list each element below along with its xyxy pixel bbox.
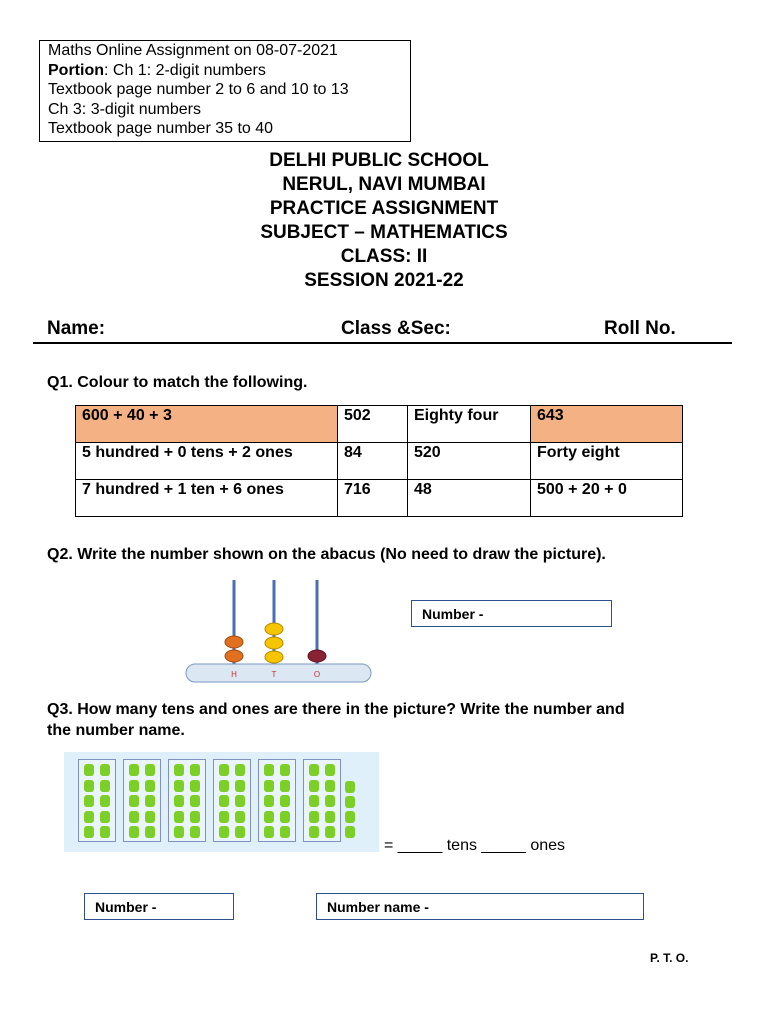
ten-block-cube bbox=[325, 826, 335, 838]
ten-block-cube bbox=[145, 780, 155, 792]
abacus-base bbox=[186, 664, 371, 682]
ten-block-cube bbox=[84, 795, 94, 807]
q2-number-answer-box[interactable] bbox=[411, 600, 612, 627]
q3-prompt-line2: the number name. bbox=[47, 722, 185, 739]
ten-block-cube bbox=[280, 811, 290, 823]
portion-text: : Ch 1: 2-digit numbers bbox=[104, 61, 266, 79]
one-cube bbox=[345, 781, 355, 793]
portion-label: Portion bbox=[48, 61, 104, 79]
ten-block-cube bbox=[129, 826, 139, 838]
table-cell[interactable]: 48 bbox=[408, 480, 531, 517]
q1-match-table bbox=[75, 405, 683, 517]
ten-block-cube bbox=[145, 811, 155, 823]
ten-block-cube bbox=[219, 811, 229, 823]
ten-block-cube bbox=[129, 764, 139, 776]
ten-block-cube bbox=[129, 780, 139, 792]
table-cell[interactable]: 5 hundred + 0 tens + 2 ones bbox=[76, 443, 338, 480]
ten-block-cube bbox=[100, 780, 110, 792]
ten-block-cube bbox=[100, 795, 110, 807]
one-cube bbox=[345, 826, 355, 838]
table-cell[interactable]: 7 hundred + 1 ten + 6 ones bbox=[76, 480, 338, 517]
table-cell[interactable]: 643 bbox=[531, 406, 683, 443]
table-cell[interactable]: 84 bbox=[338, 443, 408, 480]
ten-block-cube bbox=[174, 764, 184, 776]
pto-label: P. T. O. bbox=[650, 951, 689, 965]
ten-block-cube bbox=[219, 780, 229, 792]
ten-block-cube bbox=[190, 780, 200, 792]
ten-block-cube bbox=[280, 764, 290, 776]
tens-ones-picture bbox=[64, 752, 379, 852]
school-name: DELHI PUBLIC SCHOOL bbox=[269, 150, 489, 171]
ten-block-cube bbox=[309, 811, 319, 823]
ten-block-cube bbox=[145, 795, 155, 807]
bead-o bbox=[308, 650, 326, 662]
table-cell[interactable]: 520 bbox=[408, 443, 531, 480]
ten-block-cube bbox=[325, 795, 335, 807]
q2-number-label: Number - bbox=[422, 606, 484, 622]
bead-t bbox=[265, 623, 283, 635]
info-line-portion bbox=[48, 61, 410, 81]
bead-h bbox=[225, 636, 243, 648]
ten-block-cube bbox=[309, 764, 319, 776]
ten-block-cube bbox=[325, 780, 335, 792]
ten-block-cube bbox=[280, 826, 290, 838]
ten-block-cube bbox=[264, 826, 274, 838]
ten-block-cube bbox=[84, 764, 94, 776]
ten-block-cube bbox=[190, 811, 200, 823]
abacus-label-o: O bbox=[313, 670, 321, 679]
name-underline bbox=[33, 342, 732, 344]
ten-block-cube bbox=[84, 826, 94, 838]
ten-block-cube bbox=[190, 826, 200, 838]
q3-equation: = _____ tens _____ ones bbox=[384, 837, 566, 854]
q3-number-name-label: Number name - bbox=[327, 899, 429, 915]
ten-block-cube bbox=[174, 826, 184, 838]
table-cell[interactable]: 500 + 20 + 0 bbox=[531, 480, 683, 517]
ten-block-cube bbox=[174, 811, 184, 823]
roll-no-label: Roll No. bbox=[604, 318, 676, 339]
ten-block-cube bbox=[145, 764, 155, 776]
q3-number-name-answer-box[interactable] bbox=[316, 893, 644, 920]
ten-block-cube bbox=[145, 826, 155, 838]
ten-block-cube bbox=[174, 780, 184, 792]
info-line-pages-ch1: Textbook page number 2 to 6 and 10 to 13 bbox=[48, 81, 349, 98]
ten-block-cube bbox=[235, 826, 245, 838]
ten-block-cube bbox=[280, 795, 290, 807]
class-title: CLASS: II bbox=[340, 246, 428, 267]
ten-block-cube bbox=[219, 795, 229, 807]
ten-block bbox=[258, 759, 296, 842]
bead-t bbox=[265, 637, 283, 649]
ten-block-cube bbox=[129, 811, 139, 823]
ten-block-cube bbox=[264, 764, 274, 776]
table-row bbox=[76, 480, 683, 517]
subject-title: SUBJECT – MATHEMATICS bbox=[260, 222, 508, 243]
ten-block bbox=[78, 759, 116, 842]
ten-block-cube bbox=[325, 811, 335, 823]
one-cube bbox=[345, 811, 355, 823]
abacus-label-t: T bbox=[271, 670, 277, 679]
abacus-illustration bbox=[184, 578, 374, 684]
table-cell[interactable]: 502 bbox=[338, 406, 408, 443]
bead-h bbox=[225, 650, 243, 662]
ten-block bbox=[123, 759, 161, 842]
class-sec-label: Class &Sec: bbox=[341, 318, 451, 339]
ten-block-cube bbox=[190, 795, 200, 807]
ten-block-cube bbox=[219, 764, 229, 776]
ten-block-cube bbox=[235, 780, 245, 792]
ten-block-cube bbox=[264, 811, 274, 823]
ten-block-cube bbox=[280, 780, 290, 792]
session-title: SESSION 2021-22 bbox=[304, 270, 464, 291]
ten-block-cube bbox=[100, 826, 110, 838]
ten-block-cube bbox=[129, 795, 139, 807]
ten-block-cube bbox=[235, 764, 245, 776]
ten-block bbox=[303, 759, 341, 842]
q1-prompt: Q1. Colour to match the following. bbox=[47, 374, 308, 391]
ten-block bbox=[213, 759, 251, 842]
ten-block-cube bbox=[190, 764, 200, 776]
q2-prompt: Q2. Write the number shown on the abacus (No need to draw the picture). bbox=[47, 546, 606, 563]
ten-block-cube bbox=[174, 795, 184, 807]
ten-block-cube bbox=[84, 811, 94, 823]
ten-block-cube bbox=[309, 795, 319, 807]
ten-block-cube bbox=[264, 795, 274, 807]
ten-block-cube bbox=[100, 811, 110, 823]
ten-block-cube bbox=[219, 826, 229, 838]
ten-block-cube bbox=[235, 795, 245, 807]
ten-block-cube bbox=[84, 780, 94, 792]
ten-block-cube bbox=[235, 811, 245, 823]
table-row bbox=[76, 443, 683, 480]
school-location: NERUL, NAVI MUMBAI bbox=[282, 174, 486, 195]
one-cube bbox=[345, 796, 355, 808]
q3-prompt-line1: Q3. How many tens and ones are there in the picture? Write the number and bbox=[47, 701, 625, 718]
info-line-pages-ch3: Textbook page number 35 to 40 bbox=[48, 120, 274, 137]
info-line-ch3: Ch 3: 3-digit numbers bbox=[48, 100, 201, 118]
ten-block-cube bbox=[325, 764, 335, 776]
ten-block-cube bbox=[309, 780, 319, 792]
table-cell[interactable]: 600 + 40 + 3 bbox=[76, 406, 338, 443]
bead-t bbox=[265, 651, 283, 663]
assignment-info-box bbox=[39, 40, 411, 142]
name-label: Name: bbox=[47, 318, 106, 339]
abacus-label-h: H bbox=[231, 670, 237, 679]
table-cell[interactable]: Forty eight bbox=[531, 443, 683, 480]
ten-block bbox=[168, 759, 206, 842]
ten-block-cube bbox=[100, 764, 110, 776]
table-cell[interactable]: 716 bbox=[338, 480, 408, 517]
table-row bbox=[76, 406, 683, 443]
info-line-date: Maths Online Assignment on 08-07-2021 bbox=[48, 42, 338, 59]
q3-number-label: Number - bbox=[95, 899, 157, 915]
table-cell[interactable]: Eighty four bbox=[408, 406, 531, 443]
assignment-title: PRACTICE ASSIGNMENT bbox=[269, 198, 499, 219]
ten-block-cube bbox=[264, 780, 274, 792]
q3-number-answer-box[interactable] bbox=[84, 893, 234, 920]
ten-block-cube bbox=[309, 826, 319, 838]
